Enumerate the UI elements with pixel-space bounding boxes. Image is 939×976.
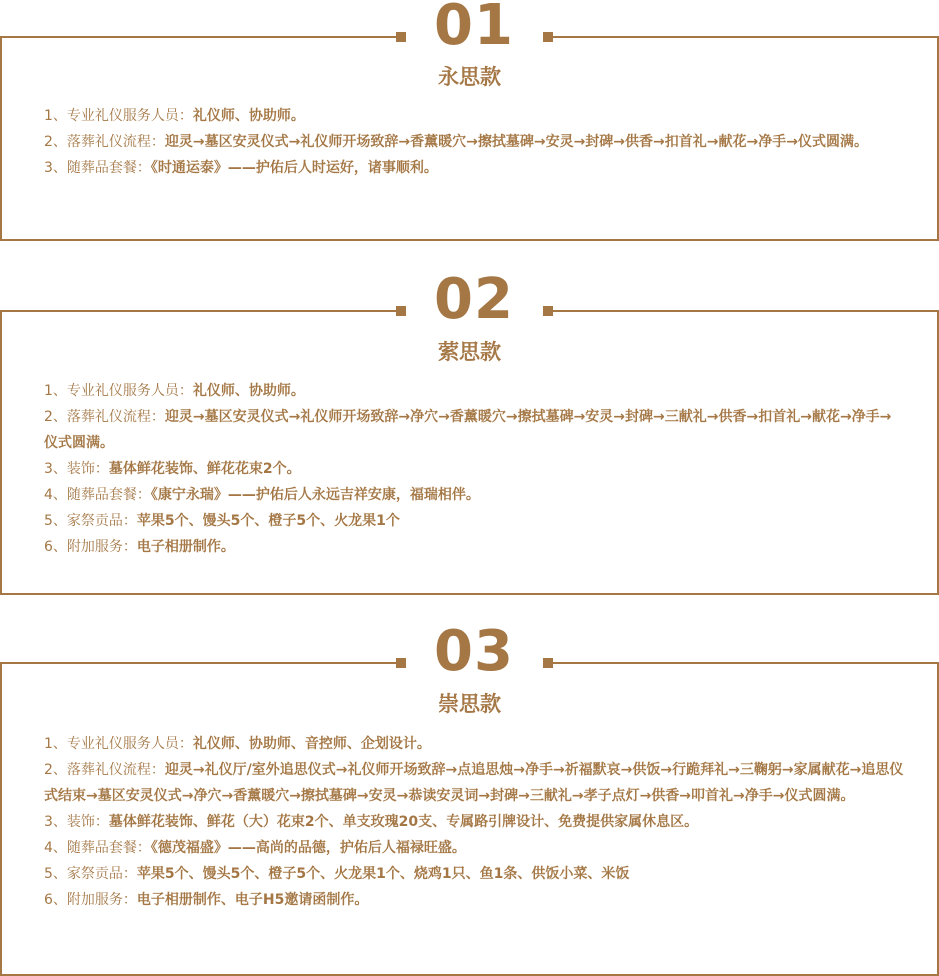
list-item: 4、随葬品套餐：《康宁永瑞》——护佑后人永远吉祥安康，福瑞相伴。 <box>44 487 480 503</box>
package-title: 萦思款 <box>438 340 501 364</box>
frame-top-line-left <box>0 310 398 312</box>
list-item: 1、专业礼仪服务人员：礼仪师、协助师。 <box>44 383 305 399</box>
list-item: 2、落葬礼仪流程：迎灵→墓区安灵仪式→礼仪师开场致辞→香薰暖穴→擦拭墓碑→安灵→封碑→供香→扣首礼→献花→净手→仪式圆满。 <box>44 134 868 150</box>
decor-square-right <box>543 658 553 668</box>
package-item-list <box>44 378 905 560</box>
list-item: 3、装饰：墓体鲜花装饰、鲜花花束2个。 <box>44 461 301 477</box>
package-number: 02 <box>434 267 514 332</box>
package-item-list <box>44 103 905 181</box>
package-title: 崇思款 <box>438 692 501 716</box>
frame-top-line-right <box>548 36 939 38</box>
list-item: 6、附加服务：电子相册制作、电子H5邀请函制作。 <box>44 892 369 908</box>
package-number: 01 <box>434 0 514 58</box>
list-item: 5、家祭贡品：苹果5个、馒头5个、橙子5个、火龙果1个、烧鸡1只、鱼1条、供饭小菜、米饭 <box>44 866 630 882</box>
list-item: 6、附加服务：电子相册制作。 <box>44 539 235 555</box>
package-title: 永思款 <box>438 65 501 89</box>
package-number: 03 <box>434 619 514 684</box>
list-item: 2、落葬礼仪流程：迎灵→墓区安灵仪式→礼仪师开场致辞→净穴→香薰暖穴→擦拭墓碑→安灵→封碑→三献礼→供香→扣首礼→献花→净手→仪式圆满。 <box>44 409 892 451</box>
frame-top-line-left <box>0 662 398 664</box>
frame-top-line-left <box>0 36 398 38</box>
list-item: 3、随葬品套餐：《时通运泰》——护佑后人时运好，诸事顺利。 <box>44 160 438 176</box>
package-card-01 <box>0 0 939 241</box>
list-item: 3、装饰：墓体鲜花装饰、鲜花（大）花束2个、单支玫瑰20支、专属路引牌设计、免费提供家属休息区。 <box>44 814 699 830</box>
frame-top-line-right <box>548 662 939 664</box>
list-item: 5、家祭贡品：苹果5个、馒头5个、橙子5个、火龙果1个 <box>44 513 400 529</box>
frame-top-line-right <box>548 310 939 312</box>
package-item-list <box>44 731 905 913</box>
decor-square-right <box>543 306 553 316</box>
list-item: 1、专业礼仪服务人员：礼仪师、协助师。 <box>44 108 305 124</box>
package-card-02 <box>0 267 939 595</box>
package-card-03 <box>0 619 939 976</box>
list-item: 1、专业礼仪服务人员：礼仪师、协助师、音控师、企划设计。 <box>44 736 431 752</box>
list-item: 2、落葬礼仪流程：迎灵→礼仪厅/室外追思仪式→礼仪师开场致辞→点追思烛→净手→祈福默哀→供饭→行跪拜礼→三鞠躬→家属献花→追思仪式结束→墓区安灵仪式→净穴→香薰暖穴→擦拭墓碑→安灵→恭读安灵词→封碑→三献礼→孝子点灯→供香→叩首礼→净手→仪式圆满。 <box>44 762 904 804</box>
list-item: 4、随葬品套餐：《德茂福盛》——高尚的品德，护佑后人福禄旺盛。 <box>44 840 466 856</box>
decor-square-right <box>543 32 553 42</box>
